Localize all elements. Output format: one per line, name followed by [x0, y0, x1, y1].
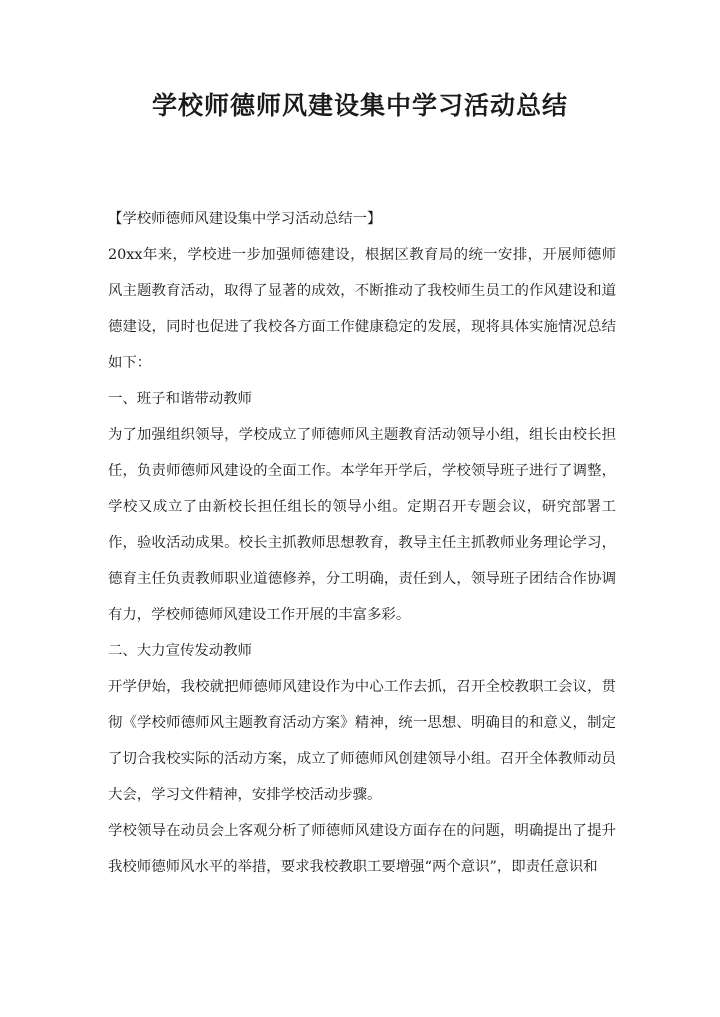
- document-title: 学校师德师风建设集中学习活动总结: [151, 91, 568, 120]
- subheading-mobilization: 二、大力宣传发动教师: [108, 643, 252, 659]
- section-heading-one: 【学校师德师风建设集中学习活动总结一】: [108, 211, 382, 227]
- analysis-paragraph: 学校领导在动员会上客观分析了师德师风建设方面存在的问题，明确提出了提升我校师德师风水平的举措，要求我校教职工要增强“两个意识”，即责任意识和: [108, 823, 616, 875]
- subheading-leadership: 一、班子和谐带动教师: [108, 391, 252, 407]
- document-body: [108, 201, 616, 885]
- mobilization-paragraph: 开学伊始，我校就把师德师风建设作为中心工作去抓，召开全校教职工会议，贯彻《学校师德师风主题教育活动方案》精神，统一思想、明确目的和意义，制定了切合我校实际的活动方案，成立了师德师风创建领导小组。召开全体教师动员大会，学习文件精神，安排学校活动步骤。: [108, 679, 616, 803]
- leadership-paragraph: 为了加强组织领导，学校成立了师德师风主题教育活动领导小组，组长由校长担任，负责师德师风建设的全面工作。本学年开学后，学校领导班子进行了调整，学校又成立了由新校长担任组长的领导小组。定期召开专题会议，研究部署工作，验收活动成果。校长主抓教师思想教育，教导主任主抓教师业务理论学习，德育主任负责教师职业道德修养，分工明确，责任到人，领导班子团结合作协调有力，学校师德师风建设工作开展的丰富多彩。: [108, 427, 616, 623]
- intro-paragraph: 20xx年来，学校进一步加强师德建设，根据区教育局的统一安排，开展师德师风主题教育活动，取得了显著的成效，不断推动了我校师生员工的作风建设和道德建设，同时也促进了我校各方面工作健康稳定的发展，现将具体实施情况总结如下：: [108, 247, 616, 371]
